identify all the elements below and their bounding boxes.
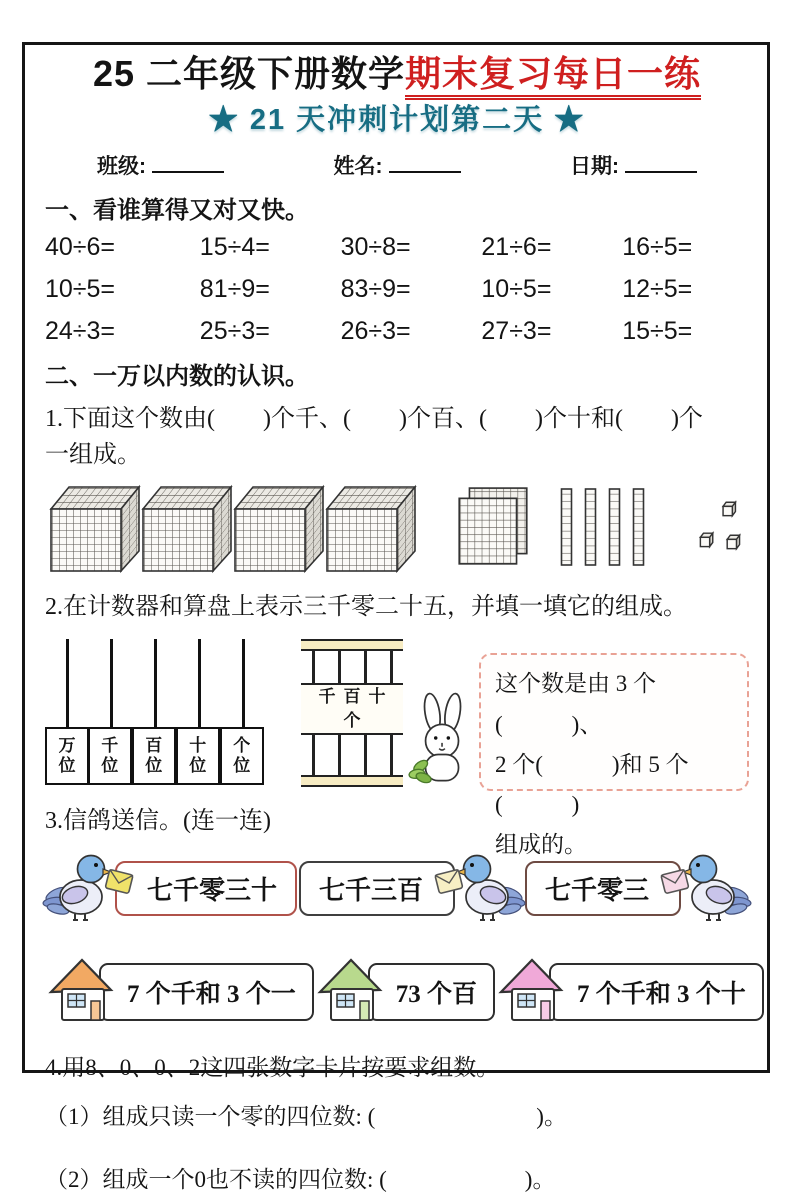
pigeon-matching-row [45, 845, 749, 931]
q4-item2: （2）组成一个0也不读的四位数: ( )。 [45, 1167, 556, 1193]
calc-problem: 21÷6= [481, 233, 552, 262]
house-card [495, 955, 764, 1030]
q1-text: 1.下面这个数由( )个千、( )个百、( )个十和( )个 一组成。 [45, 406, 703, 469]
title-black-part: 25 二年级下册数学 [92, 53, 406, 94]
house-icon [314, 955, 386, 1030]
q2-text: 2.在计数器和算盘上表示三千零二十五，并填一填它的组成。 [45, 594, 687, 621]
abacus-top-bar [301, 639, 403, 651]
calc-problem: 25÷3= [199, 317, 270, 346]
pigeon-number-label: 七千零三十 [115, 861, 297, 916]
calc-problem: 10÷5= [45, 275, 116, 304]
calc-problem: 16÷5= [622, 233, 693, 262]
counter-box: 十位 [176, 727, 220, 785]
house-matching-row [45, 951, 749, 1033]
calc-problem: 27÷3= [481, 317, 552, 346]
worksheet-frame [22, 42, 770, 1193]
pigeon-card [525, 850, 749, 927]
page-title [45, 53, 749, 94]
calc-problem: 15÷4= [199, 233, 270, 262]
section2-heading: 二、一万以内数的认识。 [45, 364, 309, 391]
calc-problem: 12÷5= [622, 275, 693, 304]
rabbit-icon [411, 688, 475, 791]
counter-box: 万位 [45, 727, 89, 785]
counter-rod [198, 639, 201, 727]
house-number-label: 73 个百 [368, 963, 495, 1021]
base-ten-blocks [45, 477, 749, 577]
calc-problem: 15÷5= [622, 317, 693, 346]
calc-problem: 30÷8= [340, 233, 411, 262]
pigeon-icon [45, 850, 137, 927]
counter-rod [110, 639, 113, 727]
house-icon [495, 955, 567, 1030]
house-number-label: 7 个千和 3 个十 [549, 963, 764, 1021]
abacus-bottom-bar [301, 775, 403, 787]
date-blank [625, 153, 697, 173]
counter-box: 个位 [220, 727, 264, 785]
class-blank [152, 153, 224, 173]
title-red-part: 期末复习每日一练 [405, 53, 701, 100]
pigeon-icon [657, 850, 749, 927]
counter-rod [242, 639, 245, 727]
hundred-flats-icon [453, 484, 533, 570]
abacus [301, 639, 403, 787]
abacus-beam-labels: 千百十个 [301, 683, 403, 735]
calc-problem: 40÷6= [45, 233, 116, 262]
composition-hint-box: 这个数是由 3 个( )、 2 个( )和 5 个( ) 组成的。 [479, 653, 749, 791]
student-info-row [97, 150, 697, 180]
section1-heading: 一、看谁算得又对又快。 [45, 198, 309, 225]
date-field: 日期: [570, 150, 697, 180]
class-field: 班级: [97, 150, 224, 180]
thousand-cubes-icon [45, 480, 413, 574]
pigeon-number-label: 七千零三 [525, 861, 681, 916]
counter-box: 百位 [132, 727, 176, 785]
q3-text: 3.信鸽送信。(连一连) [45, 808, 271, 835]
name-field: 姓名: [334, 150, 461, 180]
counter-rod [66, 639, 69, 727]
name-blank [389, 153, 461, 173]
house-number-label: 7 个千和 3 个一 [99, 963, 314, 1021]
unit-cubes-icon [692, 494, 750, 560]
calc-problem: 26÷3= [340, 317, 411, 346]
house-card [45, 955, 314, 1030]
pigeon-icon [431, 850, 523, 927]
counter-box: 千位 [88, 727, 132, 785]
counter-rod [154, 639, 157, 727]
house-icon [45, 955, 117, 1030]
calc-problem: 10÷5= [481, 275, 552, 304]
q4-text: 4.用8、0、0、2这四张数字卡片按要求组数。 [45, 1055, 500, 1081]
house-card [314, 955, 495, 1030]
q4-item1: （1）组成只读一个零的四位数: ( )。 [45, 1104, 567, 1130]
calc-problem: 81÷9= [199, 275, 270, 304]
pigeon-number-label: 七千三百 [299, 861, 455, 916]
ten-rods-icon [559, 487, 646, 567]
calc-problem: 24÷3= [45, 317, 116, 346]
pigeon-card [299, 850, 523, 927]
calc-grid [45, 233, 749, 346]
place-value-counter [45, 639, 265, 791]
pigeon-card [45, 850, 297, 927]
calc-problem: 83÷9= [340, 275, 411, 304]
page-subtitle: ★ 21 天冲刺计划第二天 ★ [208, 104, 586, 137]
